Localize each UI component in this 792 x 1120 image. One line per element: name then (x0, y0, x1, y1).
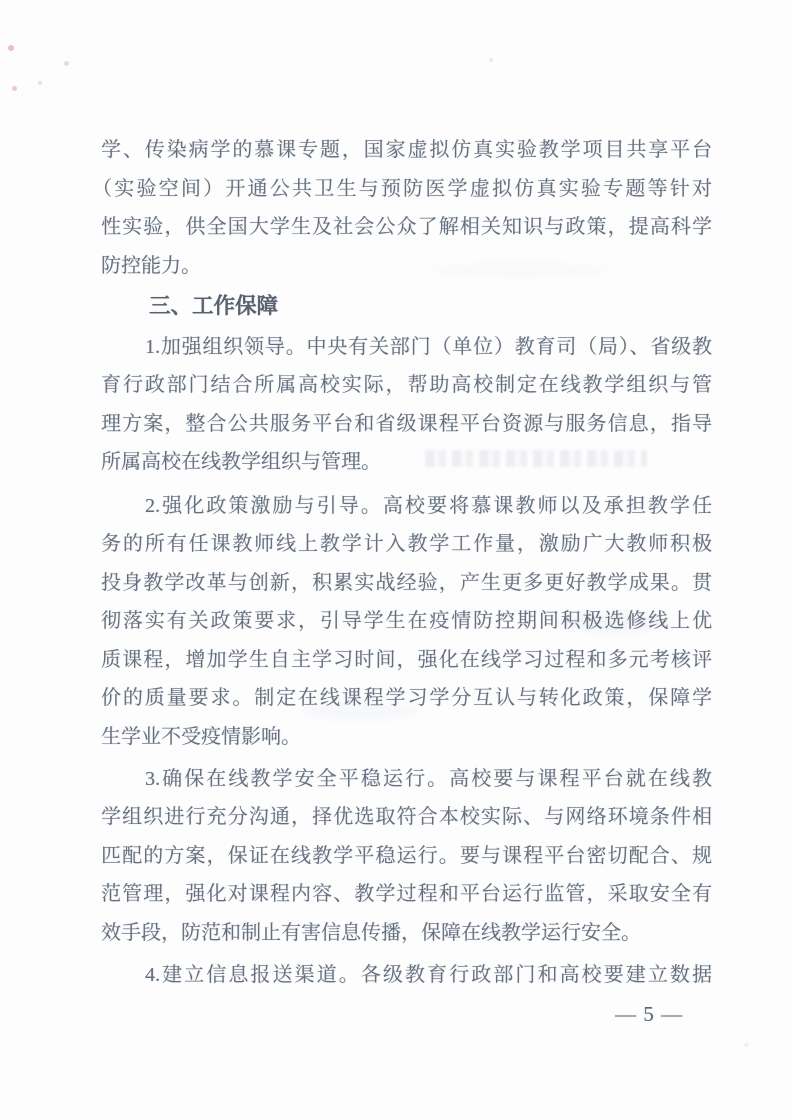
text-line: 理方案，整合公共服务平台和省级课程平台资源与服务信息，指导 (101, 412, 712, 435)
text-line: 性实验，供全国大学生及社会公众了解相关知识与政策，提高科学 (101, 216, 712, 238)
text-line: 2.强化政策激励与引导。高校要将慕课教师以及承担教学任 (145, 494, 712, 517)
gray-scan-speck (489, 58, 493, 62)
red-scan-speck (8, 45, 14, 51)
text-line: 价的质量要求。制定在线课程学习学分互认与转化政策，保障学 (101, 687, 712, 709)
text-line: 3.确保在线教学安全平稳运行。高校要与课程平台就在线教 (145, 767, 712, 790)
gray-scan-speck (744, 1043, 749, 1047)
red-scan-speck (12, 86, 17, 91)
text-line: 防控能力。 (101, 254, 201, 277)
text-line: 生学业不受疫情影响。 (101, 725, 301, 748)
text-line: 效手段，防范和制止有害信息传播，保障在线教学运行安全。 (101, 921, 641, 944)
text-line: （实验空间）开通公共卫生与预防医学虚拟仿真实验专题等针对 (92, 177, 712, 200)
page-number: — 5 — (615, 1002, 683, 1026)
gray-scan-speck (38, 81, 42, 85)
text-line: 投身教学改革与创新，积累实战经验，产生更多更好教学成果。贯 (101, 571, 712, 594)
text-line: 所属高校在线教学组织与管理。 (101, 451, 381, 473)
text-line: 学、传染病学的慕课专题，国家虚拟仿真实验教学项目共享平台 (101, 139, 712, 161)
text-line: 4.建立信息报送渠道。各级教育行政部门和高校要建立数据 (145, 963, 712, 986)
section-heading: 三、工作保障 (149, 294, 279, 318)
text-line: 育行政部门结合所属高校实际，帮助高校制定在线教学组织与管 (101, 374, 712, 396)
text-line: 1.加强组织领导。中央有关部门（单位）教育司（局）、省级教 (145, 335, 712, 358)
gray-scan-speck (64, 61, 69, 66)
text-line: 质课程，增加学生自主学习时间，强化在线学习过程和多元考核评 (101, 648, 712, 671)
text-line: 学组织进行充分沟通，择优选取符合本校实际、与网络环境条件相 (101, 806, 712, 828)
text-line: 范管理，强化对课程内容、教学过程和平台运行监管，采取安全有 (101, 883, 712, 905)
document-text-block (92, 131, 712, 994)
text-line: 务的所有任课教师线上教学计入教学工作量，激励广大教师积极 (101, 533, 712, 555)
text-line: 匹配的方案，保证在线教学平稳运行。要与课程平台密切配合、规 (101, 844, 712, 867)
text-line: 彻落实有关政策要求，引导学生在疫情防控期间积极选修线上优 (101, 610, 712, 632)
